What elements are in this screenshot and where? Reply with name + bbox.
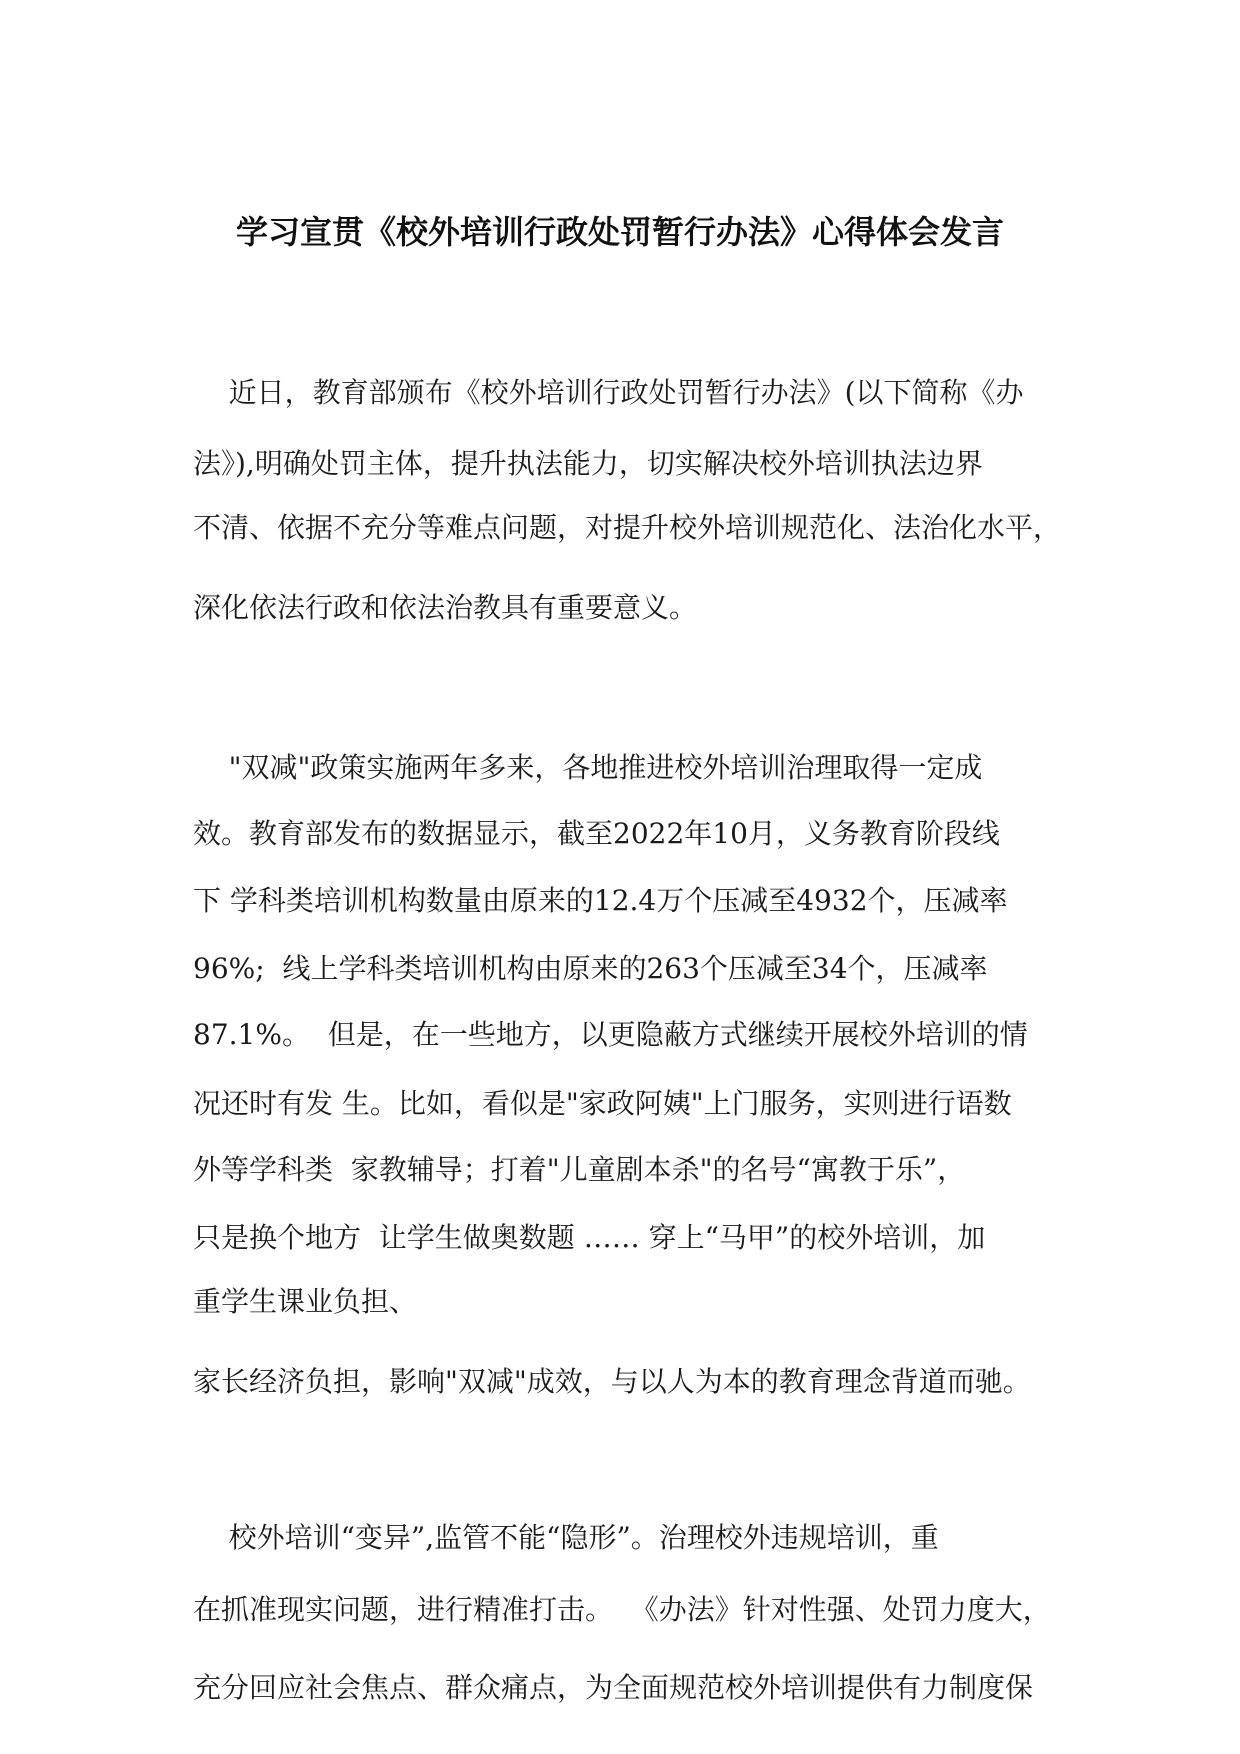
document-title: 学习宣贯《校外培训行政处罚暂行办法》心得体会发言 xyxy=(235,213,1004,251)
paragraph-line: 效。教育部发布的数据显示，截至2022年10月，义务教育阶段线 xyxy=(193,817,1000,850)
paragraph-line: 87.1%。 但是，在一些地方，以更隐蔽方式继续开展校外培训的情 xyxy=(193,1018,1028,1051)
paragraph-line: 外等学科类 家教辅导；打着"儿童剧本杀"的名号“寓教于乐”， xyxy=(193,1153,966,1186)
paragraph-line: 只是换个地方 让学生做奥数题 …… 穿上“马甲”的校外培训，加 xyxy=(193,1221,986,1254)
paragraph-line: 家长经济负担，影响"双减"成效，与以人为本的教育理念背道而驰。 xyxy=(193,1365,1031,1398)
paragraph-line: 96%; 线上学科类培训机构由原来的263个压减至34个，压减率 xyxy=(193,952,988,985)
paragraph-line: 重学生课业负担、 xyxy=(193,1285,418,1318)
paragraph-line: 法》),明确处罚主体，提升执法能力，切实解决校外培训执法边界 xyxy=(193,447,983,480)
paragraph-line: "双减"政策实施两年多来，各地推进校外培训治理取得一定成 xyxy=(193,751,983,784)
paragraph-line: 深化依法行政和依法治教具有重要意义。 xyxy=(193,591,698,624)
paragraph-line: 校外培训“变异”,监管不能“隐形”。治理校外违规培训，重 xyxy=(193,1521,939,1554)
paragraph-line: 下 学科类培训机构数量由原来的12.4万个压减至4932个，压减率 xyxy=(193,884,1008,917)
paragraph-line: 况还时有发 生。比如，看似是"家政阿姨"上门服务，实则进行语数 xyxy=(193,1087,1012,1120)
paragraph-line: 不清、依据不充分等难点问题，对提升校外培训规范化、法治化水平， xyxy=(193,511,1062,544)
paragraph-line: 在抓准现实问题，进行精准打击。 《办法》针对性强、处罚力度大， xyxy=(193,1593,1051,1626)
paragraph-line: 充分回应社会焦点、群众痛点，为全面规范校外培训提供有力制度保 xyxy=(193,1671,1034,1704)
paragraph-line: 近日，教育部颁布《校外培训行政处罚暂行办法》(以下简称《办 xyxy=(193,376,1024,409)
